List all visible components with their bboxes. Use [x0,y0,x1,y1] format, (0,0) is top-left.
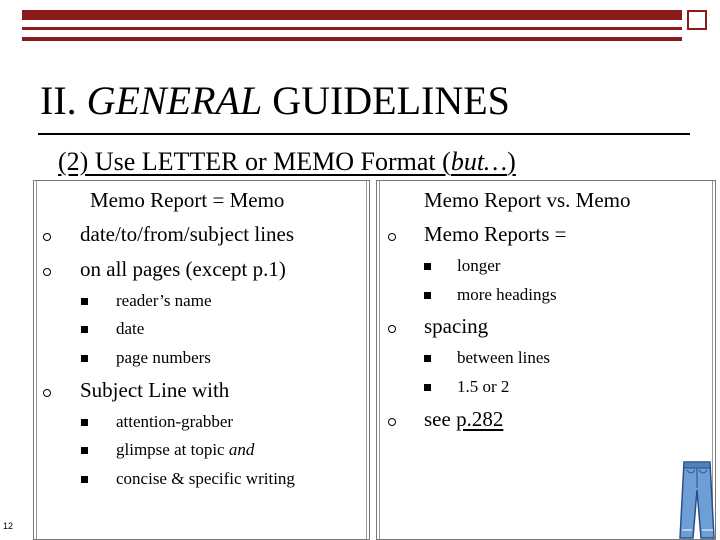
decor-bar-medium [22,37,682,41]
column-edge [379,181,380,539]
square-bullet-icon [424,292,431,299]
jeans-icon [676,460,718,540]
square-bullet-icon [424,384,431,391]
corner-square-icon [687,10,707,30]
hollow-circle-bullet-icon [43,233,51,241]
slide-subtitle: (2) Use LETTER or MEMO Format (but…) [58,147,516,176]
hollow-circle-bullet-icon [388,325,396,333]
square-bullet-icon [81,447,88,454]
hollow-circle-bullet-icon [388,418,396,426]
left-column-heading: Memo Report = Memo [90,188,285,212]
hollow-circle-bullet-icon [388,233,396,241]
slide-title: II. GENERAL GUIDELINES [40,78,510,123]
square-bullet-icon [81,326,88,333]
column-edge [366,181,367,539]
page-number: 12 [3,521,14,531]
right-column-heading: Memo Report vs. Memo [424,188,631,212]
square-bullet-icon [81,355,88,362]
top-decor-bars [22,10,682,40]
decor-bar-thin [22,27,682,30]
hollow-circle-bullet-icon [43,389,51,397]
square-bullet-icon [81,419,88,426]
title-divider [38,133,690,135]
square-bullet-icon [81,476,88,483]
column-edge [36,181,37,539]
square-bullet-icon [424,263,431,270]
square-bullet-icon [81,298,88,305]
square-bullet-icon [424,355,431,362]
page-reference-link: p.282 [456,407,504,431]
decor-bar-thick [22,10,682,20]
hollow-circle-bullet-icon [43,268,51,276]
